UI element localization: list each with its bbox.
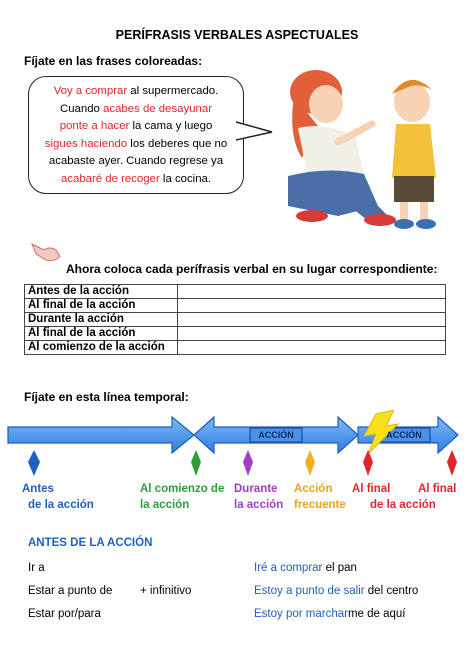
bubble-text: los deberes que no xyxy=(127,137,228,150)
answer-cell[interactable] xyxy=(178,313,446,327)
table-row xyxy=(25,285,446,299)
bubble-red-phrase: sigues haciendo xyxy=(44,137,128,150)
marker-start xyxy=(191,450,201,476)
table-row-label: Antes de la acción xyxy=(25,285,178,299)
section-heading: ANTES DE LA ACCIÓN xyxy=(28,537,153,549)
answer-table xyxy=(24,284,446,355)
label-line: Al final xyxy=(352,483,391,495)
intro-heading: Fíjate en las frases coloreadas: xyxy=(24,54,203,68)
label-line: Antes xyxy=(22,483,54,495)
pointing-hand-icon xyxy=(30,238,64,264)
example-rest: el pan xyxy=(322,562,357,574)
bubble-text: al supermercado. xyxy=(127,85,219,97)
label-start xyxy=(140,481,232,513)
answer-cell[interactable] xyxy=(178,341,446,355)
marker-during xyxy=(243,450,253,476)
example-rest: me de aquí xyxy=(347,608,406,620)
timeline-heading: Fíjate en esta línea temporal: xyxy=(24,390,189,404)
bubble-red-phrase: Voy a comprar xyxy=(53,85,128,97)
label-line: de la acción xyxy=(28,499,94,511)
example-blue: Estoy por marchar xyxy=(254,608,348,620)
marker-before xyxy=(28,450,40,476)
form-ir-a: Ir a xyxy=(28,562,45,574)
speech-bubble xyxy=(28,76,244,194)
example-rest: del centro xyxy=(364,585,419,597)
example-1 xyxy=(254,562,357,574)
table-row xyxy=(25,313,446,327)
table-row-label: Al comienzo de la acción xyxy=(25,341,178,355)
label-line: Al final xyxy=(418,483,457,495)
marker-end xyxy=(363,450,373,476)
table-row-label: Al final de la acción xyxy=(25,299,178,313)
bubble-text: la cama y luego xyxy=(129,120,213,133)
bubble-text: Cuando xyxy=(59,102,104,115)
example-blue: Estoy a punto de salir xyxy=(254,585,365,597)
label-line: frecuente xyxy=(294,499,346,511)
label-during xyxy=(234,481,290,513)
bubble-red-phrase: acabaré de recoger xyxy=(60,172,160,185)
bubble-text: la cocina. xyxy=(159,172,212,185)
example-3 xyxy=(254,608,406,620)
answer-cell[interactable] xyxy=(178,285,446,299)
page-title: PERÍFRASIS VERBALES ASPECTUALES xyxy=(115,28,359,42)
bubble-red-phrase: acabes de desayunar xyxy=(103,102,212,115)
woman-and-boy-illustration xyxy=(268,66,458,232)
form-estar-por-para: Estar por/para xyxy=(28,608,101,620)
action-box-label: ACCIÓN xyxy=(258,430,294,440)
timeline xyxy=(0,410,474,488)
bubble-red-phrase: ponte a hacer xyxy=(59,120,130,133)
label-frequent xyxy=(294,481,350,513)
action-box-label: ACCIÓN xyxy=(386,430,422,440)
label-line: Acción xyxy=(294,483,333,495)
answer-cell[interactable] xyxy=(178,299,446,313)
label-line: de la acción xyxy=(370,499,436,511)
answer-cell[interactable] xyxy=(178,327,446,341)
timeline-arrow-before xyxy=(8,417,194,453)
marker-end-2 xyxy=(447,450,457,476)
label-line: la acción xyxy=(140,499,190,511)
table-row-label: Al final de la acción xyxy=(25,327,178,341)
label-line: la acción xyxy=(234,499,284,511)
table-row xyxy=(25,327,446,341)
marker-frequent xyxy=(305,450,315,476)
label-end-2 xyxy=(418,481,468,497)
label-line: Durante xyxy=(234,483,278,495)
form-estar-a-punto-de: Estar a punto de xyxy=(28,585,113,597)
instruction-text: Ahora coloca cada perífrasis verbal en su lugar correspondiente: xyxy=(66,262,438,276)
bubble-text: acabaste ayer. Cuando regrese ya xyxy=(48,155,224,168)
label-before xyxy=(16,481,96,513)
label-line: Al comienzo de xyxy=(140,483,225,495)
example-2 xyxy=(254,585,418,597)
table-row xyxy=(25,341,446,355)
plus-infinitivo: + infinitivo xyxy=(140,585,192,597)
example-blue: Iré a comprar xyxy=(254,562,323,574)
table-row xyxy=(25,299,446,313)
table-row-label: Durante la acción xyxy=(25,313,178,327)
